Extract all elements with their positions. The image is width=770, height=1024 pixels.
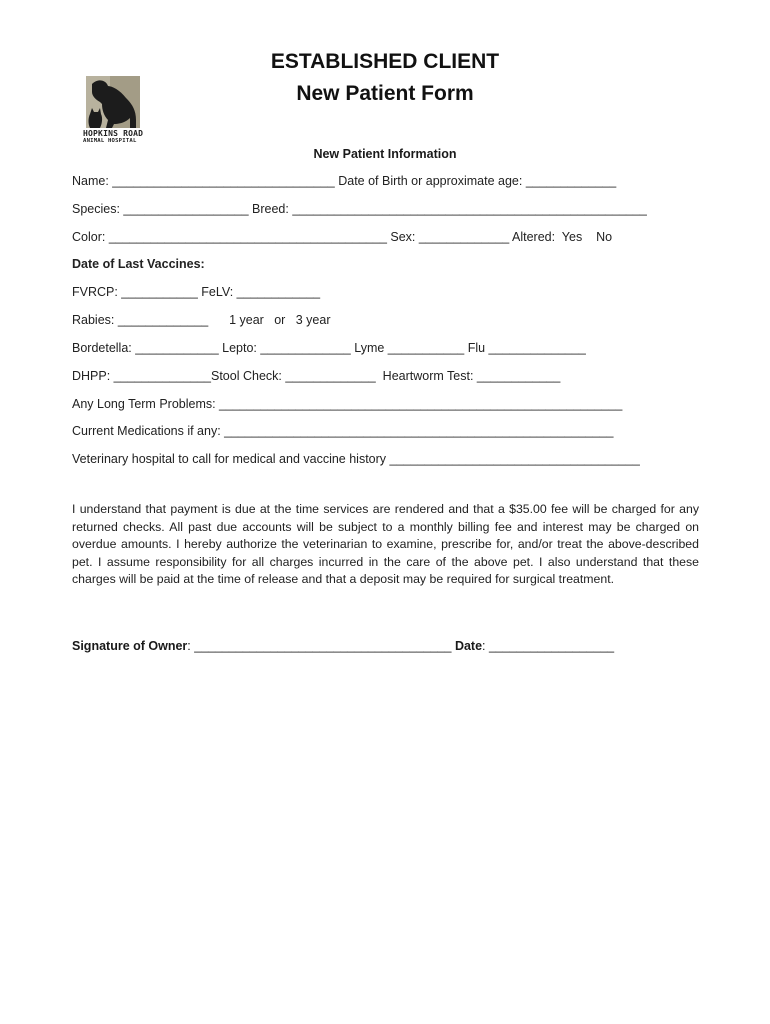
vaccines-heading: Date of Last Vaccines:: [72, 257, 205, 271]
long-term-problems-field-line[interactable]: Any Long Term Problems: __________________________________________________________: [72, 397, 623, 411]
current-medications-field-line[interactable]: Current Medications if any: ________________________________________________________: [72, 424, 614, 438]
rabies-field-line[interactable]: Rabies: _____________ 1 year or 3 year: [72, 313, 331, 327]
form-subtitle: New Patient Form: [296, 82, 474, 105]
signature-line[interactable]: [72, 639, 614, 653]
logo-subname: ANIMAL HOSPITAL: [83, 138, 137, 144]
signature-owner-label: Signature of Owner: [72, 639, 188, 653]
signature-date-blank[interactable]: : __________________: [482, 639, 615, 653]
dhpp-stool-heartworm-field-line[interactable]: DHPP: ______________Stool Check: _____________ Heartworm Test: ____________: [72, 369, 561, 383]
form-title: ESTABLISHED CLIENT: [270, 50, 500, 73]
bordetella-lepto-lyme-flu-field-line[interactable]: Bordetella: ____________ Lepto: _____________ Lyme ___________ Flu ______________: [72, 341, 586, 355]
payment-terms-paragraph: I understand that payment is due at the time services are rendered and that a $35.00 fee will be charged for any returned checks. All past due accounts will be subject to a monthly billing fee and interest may be charged on overdue amounts. I hereby authorize the veterinarian to examine, prescribe for, and/or treat the above-described pet. I assume responsibility for all charges incurred in the care of the above pet. I also understand that these charges will be paid at the time of release and that a deposit may be required for surgical treatment.: [72, 502, 699, 587]
logo-name: HOPKINS ROAD: [83, 129, 144, 138]
logo-text: [83, 130, 143, 145]
veterinary-hospital-field-line[interactable]: Veterinary hospital to call for medical and vaccine history ____________________________________: [72, 452, 640, 466]
name-dob-field-line[interactable]: Name: ________________________________ Date of Birth or approximate age: _____________: [72, 174, 617, 188]
fvrcp-felv-field-line[interactable]: FVRCP: ___________ FeLV: ____________: [72, 285, 321, 299]
signature-owner-blank[interactable]: : _____________________________________: [187, 639, 455, 653]
signature-date-label: Date: [454, 639, 483, 653]
color-sex-altered-field-line[interactable]: Color: ________________________________________ Sex: _____________ Altered: Yes No: [72, 230, 613, 244]
section-heading: New Patient Information: [313, 147, 457, 161]
species-breed-field-line[interactable]: Species: __________________ Breed: ___________________________________________________: [72, 202, 647, 216]
